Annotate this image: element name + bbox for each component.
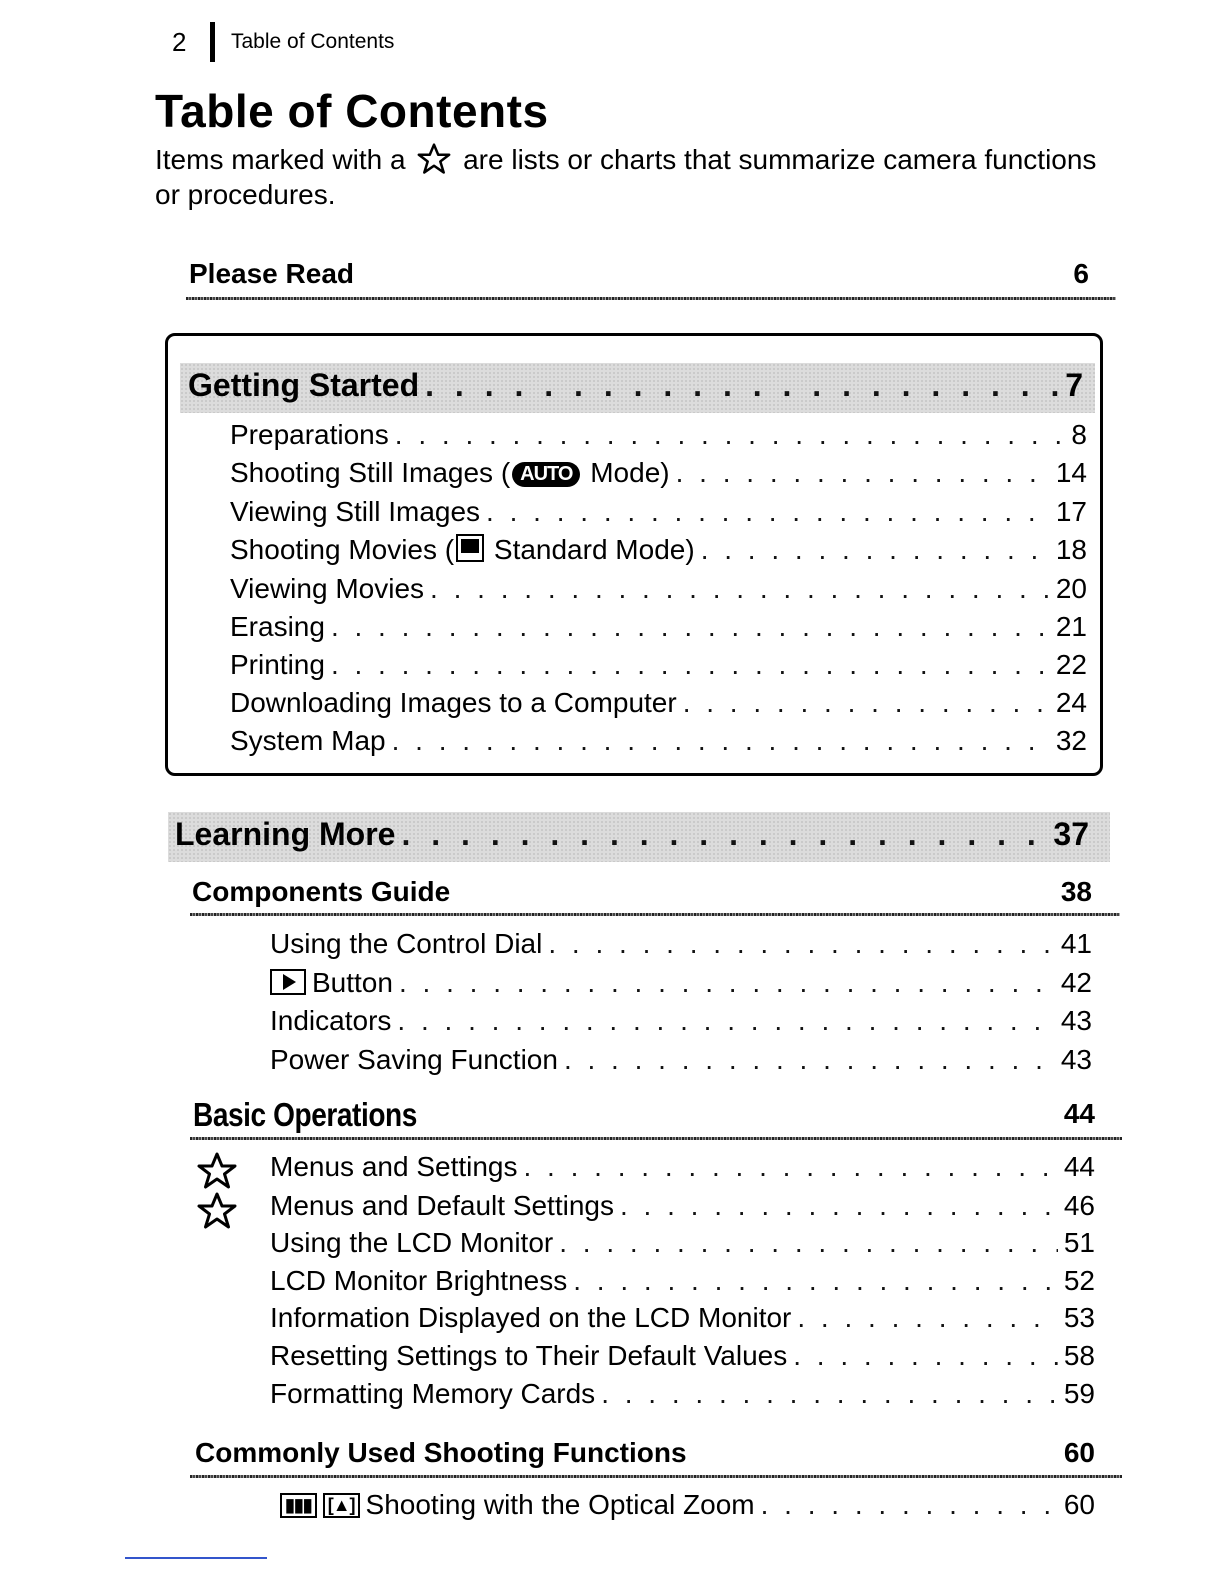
entry-label-text: Shooting with the Optical Zoom [365, 1489, 755, 1520]
running-header [172, 22, 394, 62]
entry-label: Erasing [230, 611, 325, 642]
entry-label: Using the Control Dial [270, 928, 543, 959]
entry-page: 14 [1055, 457, 1087, 488]
leader-dots [761, 1489, 1058, 1521]
auto-mode-icon: AUTO [512, 462, 580, 487]
page-number: 2 [172, 26, 187, 57]
star-icon [417, 143, 451, 175]
components-guide-label: Components Guide [192, 876, 451, 907]
leader-dots [397, 1005, 1054, 1037]
entry-label: Resetting Settings to Their Default Values [270, 1340, 788, 1371]
entry-page: 8 [1071, 419, 1087, 450]
zoom-tele-icon: ▮▮▮ [280, 1493, 317, 1518]
leader-dots [486, 496, 1050, 528]
intro-after: are lists or charts that summarize camera functions or procedures. [155, 144, 1097, 210]
entry-page: 60 [1063, 1489, 1095, 1520]
toc-entry[interactable] [280, 1489, 1095, 1521]
entry-label: System Map [230, 725, 386, 756]
entry-page: 41 [1060, 928, 1092, 959]
basic-operations-page: 44 [1063, 1098, 1095, 1129]
toc-entry[interactable] [270, 1265, 1095, 1297]
entry-label: Preparations [230, 419, 389, 450]
leader-dots [392, 725, 1050, 757]
entry-page: 21 [1055, 611, 1087, 642]
entry-label: Power Saving Function [270, 1044, 558, 1075]
entry-label-before: Shooting Movies ( [230, 534, 455, 565]
section-please-read[interactable] [189, 258, 1089, 290]
toc-entry[interactable] [230, 611, 1087, 643]
play-button-icon [270, 969, 306, 995]
entry-label: Using the LCD Monitor [270, 1227, 554, 1258]
intro-text [155, 142, 1115, 212]
entry-page: 42 [1060, 967, 1092, 998]
header-divider [210, 22, 215, 62]
star-icon [197, 1192, 237, 1230]
entry-label [280, 1489, 755, 1521]
movie-standard-icon [456, 534, 484, 562]
entry-label-after: Standard Mode) [486, 534, 695, 565]
section-rule [190, 1137, 1122, 1140]
toc-entry[interactable] [270, 1190, 1095, 1222]
leader-dots [331, 611, 1050, 643]
section-rule [190, 1475, 1122, 1478]
page-title: Table of Contents [155, 85, 549, 137]
leader-dots [395, 419, 1066, 451]
entry-page: 59 [1063, 1378, 1095, 1409]
please-read-page: 6 [1073, 258, 1089, 289]
running-title: Table of Contents [231, 30, 395, 53]
leader-dots [701, 534, 1050, 566]
section-rule [190, 913, 1120, 916]
entry-label: Formatting Memory Cards [270, 1378, 596, 1409]
entry-label-text: Button [312, 967, 393, 998]
toc-entry[interactable] [270, 967, 1092, 999]
entry-label: Indicators [270, 1005, 392, 1036]
toc-entry[interactable] [270, 1378, 1095, 1410]
learning-more-label: Learning More [175, 816, 396, 852]
leader-dots [793, 1340, 1058, 1372]
entry-label: Menus and Default Settings [270, 1190, 614, 1221]
entry-page: 46 [1063, 1190, 1095, 1221]
entry-label-after: Mode) [582, 457, 670, 488]
section-rule [186, 297, 1116, 300]
leader-dots [401, 816, 1047, 853]
toc-entry[interactable] [270, 1151, 1095, 1183]
star-icon [197, 1152, 237, 1190]
entry-page: 44 [1063, 1151, 1095, 1182]
leader-dots [573, 1265, 1058, 1297]
entry-page: 43 [1060, 1044, 1092, 1075]
toc-entry[interactable] [270, 1227, 1095, 1259]
toc-entry[interactable] [270, 1340, 1095, 1372]
toc-entry[interactable] [270, 1044, 1092, 1076]
section-commonly-used[interactable] [195, 1437, 1095, 1469]
leader-dots [548, 928, 1055, 960]
toc-entry[interactable] [230, 573, 1087, 605]
getting-started-label: Getting Started [188, 367, 420, 403]
leader-dots [601, 1378, 1058, 1410]
section-components-guide[interactable] [192, 876, 1092, 908]
entry-label: Information Displayed on the LCD Monitor [270, 1302, 792, 1333]
toc-entry[interactable] [230, 534, 1087, 566]
leader-dots [430, 573, 1050, 605]
commonly-used-label: Commonly Used Shooting Functions [195, 1437, 687, 1468]
getting-started-heading[interactable] [188, 367, 1083, 404]
entry-label [230, 457, 670, 489]
components-guide-page: 38 [1060, 876, 1092, 907]
entry-label: LCD Monitor Brightness [270, 1265, 568, 1296]
entry-page: 32 [1055, 725, 1087, 756]
entry-page: 20 [1055, 573, 1087, 604]
entry-page: 53 [1063, 1302, 1095, 1333]
entry-page: 24 [1055, 687, 1087, 718]
intro-before: Items marked with a [155, 144, 406, 175]
leader-dots [399, 967, 1055, 999]
leader-dots [331, 649, 1050, 681]
toc-entry[interactable] [230, 687, 1087, 719]
leader-dots [683, 687, 1050, 719]
leader-dots [797, 1302, 1057, 1334]
toc-entry[interactable] [230, 419, 1087, 451]
please-read-label: Please Read [189, 258, 354, 289]
leader-dots [559, 1227, 1058, 1259]
entry-label [270, 967, 393, 999]
toc-entry[interactable] [270, 1005, 1092, 1037]
entry-page: 18 [1055, 534, 1087, 565]
leader-dots [564, 1044, 1055, 1076]
leader-dots [425, 367, 1059, 404]
toc-entry[interactable] [270, 928, 1092, 960]
zoom-wide-icon: [▲] [323, 1493, 360, 1518]
entry-page: 22 [1055, 649, 1087, 680]
entry-label: Viewing Movies [230, 573, 425, 604]
leader-dots [676, 457, 1050, 489]
entry-label [230, 534, 695, 566]
basic-operations-label[interactable]: Basic Operations [193, 1096, 417, 1133]
entry-page: 58 [1063, 1340, 1095, 1371]
entry-page: 43 [1060, 1005, 1092, 1036]
toc-entry[interactable] [230, 725, 1087, 757]
toc-entry[interactable] [230, 649, 1087, 681]
leader-dots [524, 1151, 1058, 1183]
toc-entry[interactable] [230, 457, 1087, 489]
entry-page: 51 [1063, 1227, 1095, 1258]
toc-entry[interactable] [270, 1302, 1095, 1334]
entry-label: Viewing Still Images [230, 496, 481, 527]
commonly-used-page: 60 [1063, 1437, 1095, 1468]
footer-rule [125, 1557, 267, 1559]
entry-label: Printing [230, 649, 325, 680]
getting-started-page: 7 [1065, 367, 1083, 403]
entry-page: 17 [1055, 496, 1087, 527]
entry-page: 52 [1063, 1265, 1095, 1296]
learning-more-page: 37 [1053, 816, 1089, 852]
entry-label: Menus and Settings [270, 1151, 518, 1182]
learning-more-heading[interactable] [175, 816, 1089, 853]
leader-dots [620, 1190, 1058, 1222]
toc-entry[interactable] [230, 496, 1087, 528]
entry-label: Downloading Images to a Computer [230, 687, 677, 718]
entry-label-before: Shooting Still Images ( [230, 457, 511, 488]
